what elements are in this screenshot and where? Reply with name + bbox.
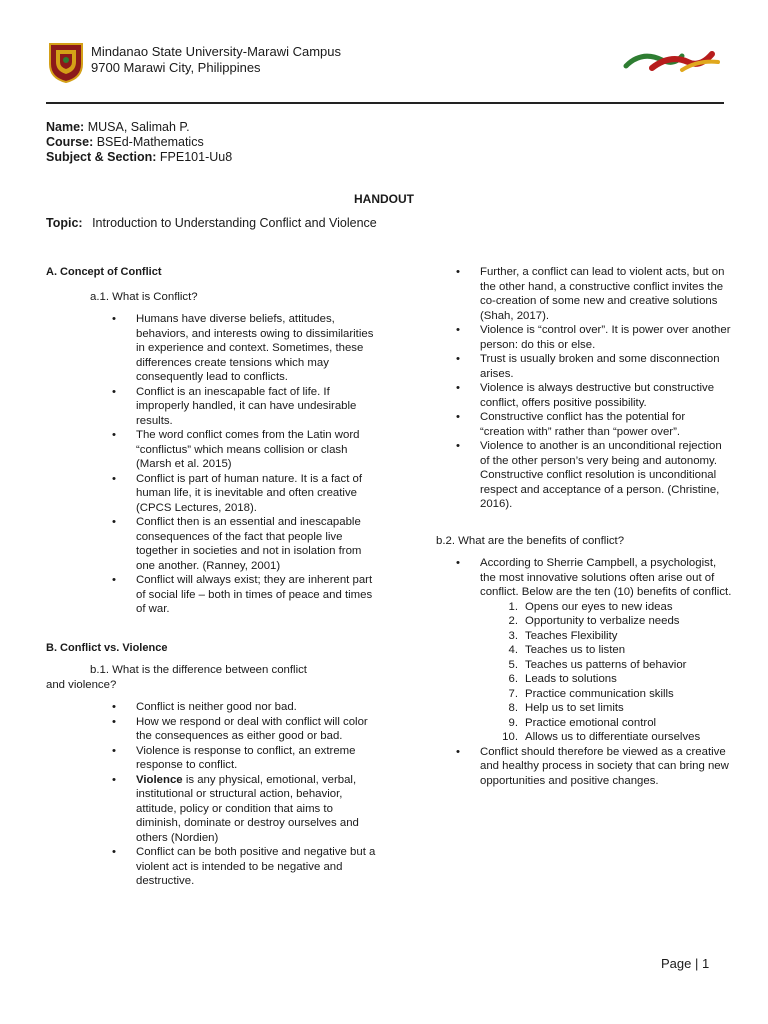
subject-label: Subject & Section: (46, 150, 157, 164)
benefit-item: 5. Teaches us patterns of behavior (508, 658, 687, 671)
topic-line (46, 216, 377, 230)
benefit-item: 8. Help us to set limits (508, 702, 624, 714)
violence-definition: is any physical, emotional, verbal, institutional or structural action, behavior, attitude, policy or condition that aims to diminish, dominate or destroy ourselves and others (Nordien) (136, 773, 359, 844)
list-item: • Conflict then is an essential and inescapable consequences of the fact that people live together in societies and not in isolation from one another. (Ranney, 2001) (46, 515, 376, 573)
violence-term: Violence (136, 773, 183, 786)
list-item: • The word conflict comes from the Latin word “conflictus” which means collision or clash (Marsh et al. 2015) (46, 428, 376, 472)
subject-row (46, 150, 232, 165)
list-item: • Conflict is part of human nature. It is a fact of human life, it is inevitable and often creative (CPCS Lectures, 2018). (46, 472, 376, 516)
benefits-list (436, 600, 732, 745)
section-a-heading: A. Concept of Conflict (46, 266, 162, 278)
list-item: • Conflict can be both positive and negative but a violent act is intended to be negative and destructive. (46, 845, 376, 889)
question-a1: a.1. What is Conflict? (90, 290, 198, 303)
conclusion-list (436, 745, 732, 789)
header-divider (46, 102, 724, 104)
swoosh-logo (622, 46, 722, 78)
student-info (46, 120, 232, 165)
list-item: • Further, a conflict can lead to violent acts, but on the other hand, a constructive conflict invites the co-creation of some new and creative solutions (Shah, 2017). (436, 265, 732, 323)
list-item: • Conflict should therefore be viewed as a creative and healthy process in society that can bring new opportunities and positive changes. (436, 745, 732, 789)
list-item (46, 773, 376, 846)
list-item: • Conflict is an inescapable fact of life. If improperly handled, it can have undesirable results. (46, 385, 376, 429)
name-label: Name: (46, 120, 85, 134)
university-name: Mindanao State University-Marawi Campus (91, 44, 341, 59)
list-item: • Conflict is neither good nor bad. (46, 700, 376, 715)
list-item: • Trust is usually broken and some disconnection arises. (436, 352, 732, 381)
list-item: • Violence is always destructive but constructive conflict, offers positive possibility. (436, 381, 732, 410)
name-value: MUSA, Salimah P. (87, 120, 190, 134)
right-bullets (436, 265, 732, 512)
topic-text: Introduction to Understanding Conflict and Violence (92, 216, 377, 230)
question-b1-line2: and violence? (46, 678, 117, 691)
name-row (46, 120, 232, 135)
course-row (46, 135, 232, 150)
list-item: • Violence is response to conflict, an extreme response to conflict. (46, 744, 376, 773)
list-item: • Conflict will always exist; they are inherent part of social life – both in times of peace and times of war. (46, 573, 376, 617)
university-seal-logo (46, 40, 86, 84)
benefits-intro-list (436, 556, 732, 600)
list-item: • According to Sherrie Campbell, a psychologist, the most innovative solutions often arise out of conflict. Below are the ten (10) benefits of conflict. (436, 556, 732, 600)
left-column (46, 265, 376, 889)
course-label: Course: (46, 135, 94, 149)
benefit-item: 1. Opens our eyes to new ideas (508, 600, 673, 613)
topic-label: Topic: (46, 216, 83, 230)
course-value: BSEd-Mathematics (96, 135, 204, 149)
page-number: Page | 1 (661, 956, 710, 971)
university-address: 9700 Marawi City, Philippines (91, 60, 261, 75)
benefit-item: 9. Practice emotional control (508, 716, 657, 729)
benefit-item: 3. Teaches Flexibility (508, 629, 618, 642)
benefit-item: 6. Leads to solutions (508, 673, 617, 685)
question-b1-line1: b.1. What is the difference between conflict (90, 664, 307, 676)
benefit-item: 10. Allows us to differentiate ourselves (502, 731, 701, 743)
benefit-item: 4. Teaches us to listen (508, 644, 626, 656)
list-item: • Violence to another is an unconditional rejection of the other person’s very being and autonomy. Constructive conflict resolution is unconditional respect and acceptance of a person. (Christine, 2016). (436, 439, 732, 512)
subject-value: FPE101-Uu8 (159, 150, 233, 164)
section-b-heading: B. Conflict vs. Violence (46, 641, 168, 654)
list-item: • Constructive conflict has the potential for “creation with” rather than “power over”. (436, 410, 732, 439)
header-university-block (91, 44, 341, 76)
benefit-item: 7. Practice communication skills (508, 687, 674, 700)
right-column (436, 265, 732, 788)
section-a-bullets (46, 312, 376, 617)
list-item: • Violence is “control over”. It is power over another person: do this or else. (436, 323, 732, 352)
list-item: • Humans have diverse beliefs, attitudes, behaviors, and interests owing to dissimilarities in experience and context. Sometimes, these differences create tensions which may consequently lead to conflicts. (46, 312, 376, 385)
section-b-bullets (46, 700, 376, 889)
question-b2: b.2. What are the benefits of conflict? (436, 534, 625, 547)
document-title: HANDOUT (354, 192, 414, 206)
benefit-item: 2. Opportunity to verbalize needs (508, 615, 680, 627)
list-item: • How we respond or deal with conflict will color the consequences as either good or bad. (46, 715, 376, 744)
question-b1 (46, 663, 376, 692)
